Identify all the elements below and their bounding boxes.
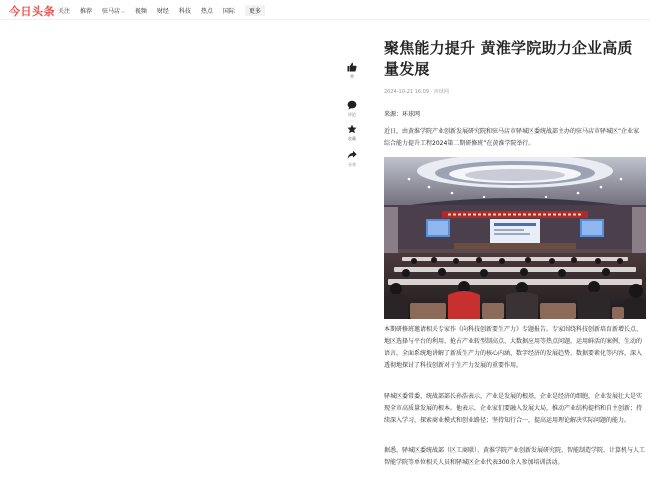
comment-icon [347, 100, 357, 110]
favorite-button[interactable] [343, 124, 361, 142]
header-divider [0, 19, 650, 20]
top-navigation [0, 0, 650, 20]
nav-item-more[interactable]: 更多 [245, 5, 265, 16]
nav-item-video[interactable]: 视频 [134, 8, 147, 15]
comment-label: 评论 [348, 112, 356, 117]
star-icon [347, 124, 357, 134]
nav-item-follow[interactable]: 关注 [58, 8, 71, 15]
share-button[interactable] [343, 150, 361, 168]
thumbs-up-icon [347, 62, 357, 72]
comment-button[interactable] [343, 100, 361, 118]
like-label: 赞 [350, 74, 354, 79]
article-title: 聚焦能力提升 黄淮学院助力企业高质量发展 [384, 39, 633, 78]
article-paragraph: 据悉，驿城区委统战部（区工商联）、黄淮学院产业创新发展研究院、智能制造学院、计算机与人工智能学院等单位相关人员和驿城区企业代表300余人参加培训活动。 [384, 447, 646, 466]
conference-photo[interactable] [384, 157, 646, 319]
nav-item-recommend[interactable]: 推荐 [80, 8, 93, 15]
article [384, 38, 646, 466]
nav-item-tech[interactable]: 科技 [178, 8, 191, 15]
like-button[interactable] [343, 62, 361, 80]
chevron-down-icon: ⌵ [121, 9, 125, 15]
article-paragraph: 近日，由黄淮学院产业创新发展研究院和驻马店市驿城区委统战部主办的驻马店市驿城区“企业家综合能力提升工程2024第二期研修班”在黄淮学院举行。 [384, 128, 640, 147]
share-arrow-icon [347, 150, 357, 160]
favorite-label: 收藏 [348, 136, 356, 141]
nav-item-city[interactable] [102, 6, 125, 16]
article-paragraph: 本期研修班邀请相关专家作《向科技创新要生产力》专题报告。专家围绕科技创新培育新增长点、地区选择与平台的利用、抢占产业转型制高点、大数据应用等热点问题，运用鲜活的案例、生动的语言，全面系统地讲解了新质生产力的核心内涵、数字经济的发展趋势、数据要素化等内容，深入透彻地探讨了科技创新对于生产力发展的重要作用。 [384, 326, 643, 369]
share-label: 分享 [348, 162, 356, 167]
nav-item-hot[interactable]: 热点 [200, 8, 213, 15]
nav-item-finance[interactable]: 财经 [156, 8, 169, 15]
nav-item-city-label: 驻马店 [102, 8, 121, 15]
article-meta: 2024-10-21 16:09 · 环球网 [384, 89, 449, 95]
article-source: 来源：环球网 [384, 111, 421, 118]
toutiao-logo[interactable]: 今日头条 [9, 5, 55, 18]
channel-nav [58, 6, 275, 16]
conference-photo-illustration [384, 157, 646, 319]
article-paragraph: 驿城区委常委、统战部部长孙浩表示，产业是发展的根基，企业是经济的细胞，企业发展壮大是实现全市高质量发展的根本。他表示，企业家们要融入发展大局，推动产业结构提档和自主创新；持续深入学习，探索商业模式和创业路径；坚持知行合一，提高运用理论解决实际问题的能力。 [384, 393, 643, 424]
nav-item-international[interactable]: 国际 [222, 8, 235, 15]
